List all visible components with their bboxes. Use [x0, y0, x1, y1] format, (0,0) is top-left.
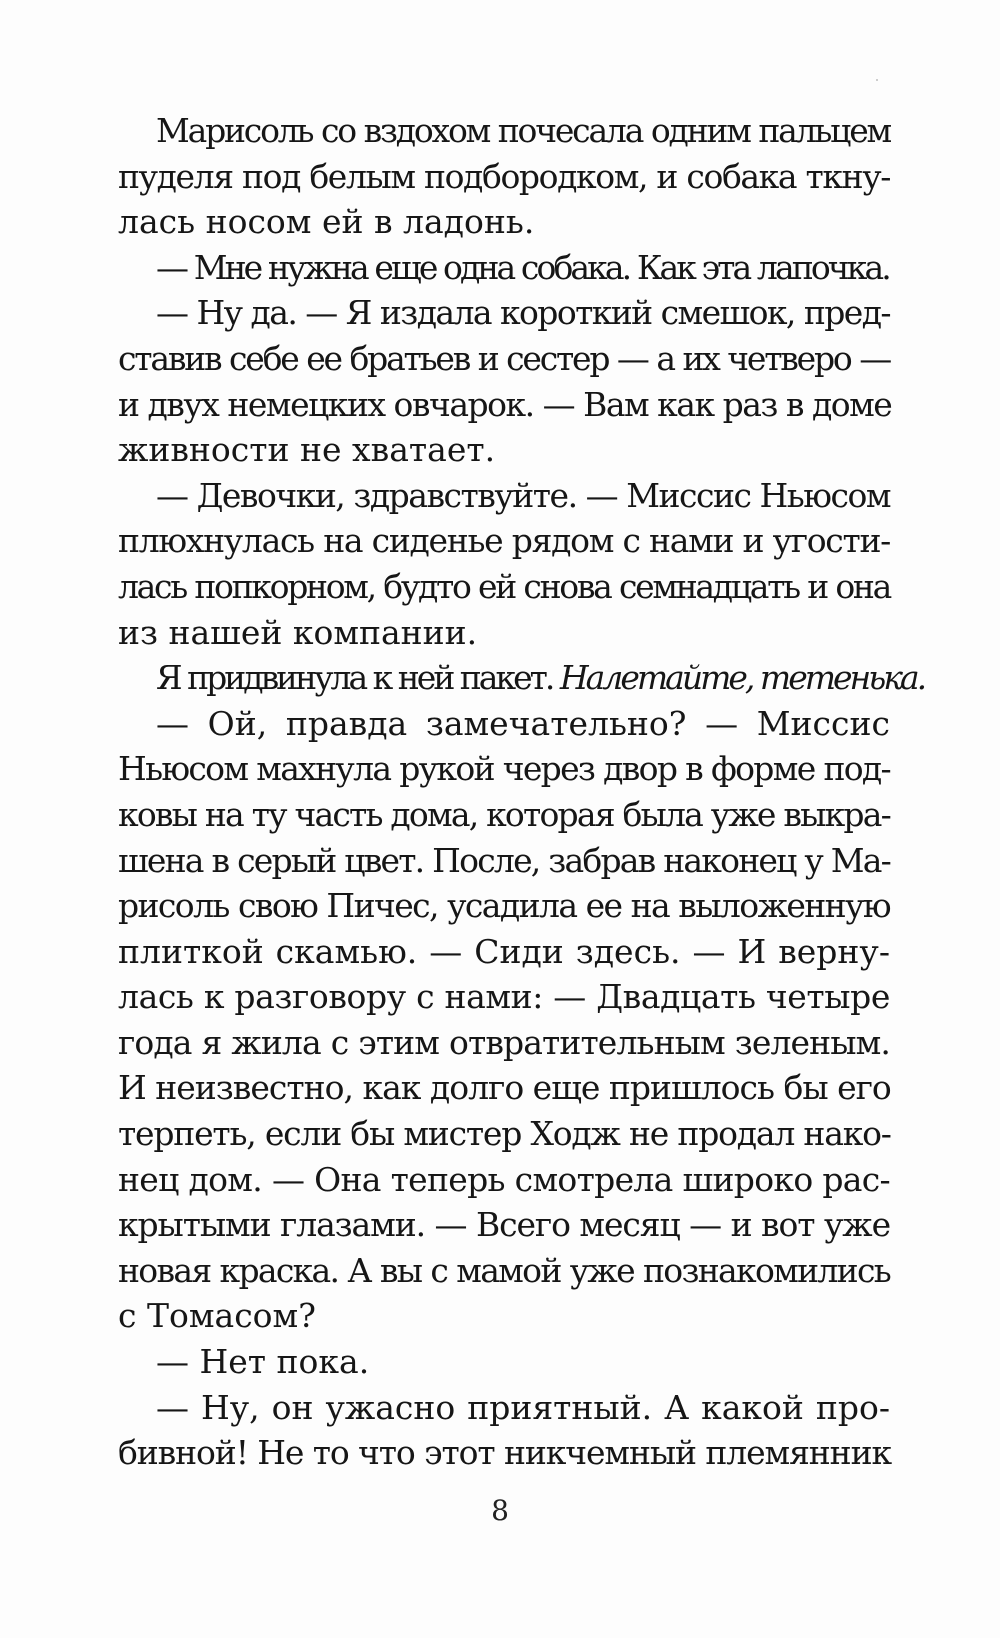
text-line: ковы на ту часть дома, которая была уже выкра-	[118, 794, 890, 834]
body-text	[118, 108, 925, 1476]
text-line: И неизвестно, как долго еще пришлось бы его	[118, 1068, 891, 1108]
text-line: — Нет пока.	[156, 1342, 370, 1382]
text-line: — Ну, он ужасно приятный. А какой про-	[156, 1387, 890, 1427]
text-line: пуделя под белым подбородком, и собака ткну-	[118, 156, 890, 196]
text-segment: Я придвинула к ней пакет.	[156, 658, 553, 698]
text-line: лась носом ей в ладонь.	[118, 202, 535, 242]
text-line: и двух немецких овчарок. — Вам как раз в доме	[118, 384, 892, 424]
text-line: — Девочки, здравствуйте. — Миссис Ньюсом	[156, 475, 890, 515]
text-line: лась к разговору с нами: — Двадцать четыре	[118, 977, 890, 1017]
text-line: новая краска. А вы с мамой уже познакомились	[118, 1250, 890, 1290]
text-line: года я жила с этим отвратительным зеленым.	[118, 1022, 890, 1062]
italic-thought: Налетайте, тетенька.	[559, 658, 925, 698]
text-line: ставив себе ее братьев и сестер — а их четверо —	[118, 338, 890, 378]
text-line: терпеть, если бы мистер Ходж не продал нако-	[118, 1114, 891, 1154]
text-line: крытыми глазами. — Всего месяц — и вот уже	[118, 1205, 890, 1245]
text-line: — Ну да. — Я издала короткий смешок, пред-	[156, 293, 890, 333]
text-line: нец дом. — Она теперь смотрела широко рас-	[118, 1159, 890, 1199]
text-line: плиткой скамью. — Сиди здесь. — И верну-	[118, 931, 890, 971]
text-line: бивной! Не то что этот никчемный племянник	[118, 1433, 891, 1473]
text-line: шена в серый цвет. После, забрав наконец у Ма-	[118, 840, 890, 880]
text-line: плюхнулась на сиденье рядом с нами и угости-	[118, 521, 890, 561]
text-line: Ньюсом махнула рукой через двор в форме под-	[118, 749, 890, 789]
text-line: — Ой, правда замечательно? — Миссис	[156, 703, 890, 743]
text-line: живности не хватает.	[118, 430, 496, 470]
text-line: рисоль свою Пичес, усадила ее на выложенную	[118, 886, 890, 926]
text-line: — Мне нужна еще одна собака. Как эта лапочка.	[156, 247, 889, 287]
text-line: из нашей компании.	[118, 612, 478, 652]
text-line: Марисоль со вздохом почесала одним пальцем	[156, 111, 890, 150]
text-line: лась попкорном, будто ей снова семнадцать и она	[118, 566, 890, 606]
paper-speck	[876, 79, 878, 81]
page-number: 8	[491, 1494, 509, 1527]
text-line	[118, 655, 925, 701]
text-line: с Томасом?	[118, 1296, 316, 1336]
